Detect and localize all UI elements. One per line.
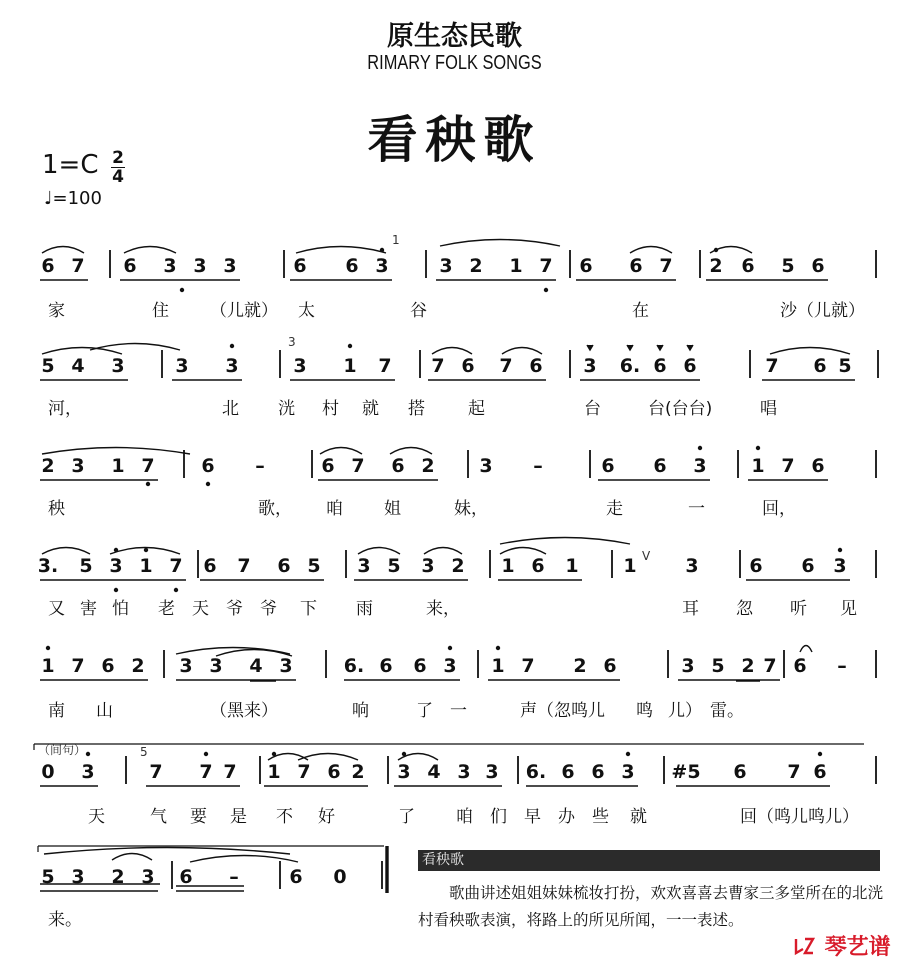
lyric: 住 bbox=[152, 301, 169, 321]
lyric: 台(台台) bbox=[648, 399, 713, 419]
note: 3 bbox=[293, 355, 307, 377]
note: 6 bbox=[603, 655, 617, 677]
slur bbox=[42, 348, 122, 355]
lyric: （黑来） bbox=[210, 701, 278, 721]
lyric: 咱 bbox=[456, 807, 473, 827]
note: 2 bbox=[469, 255, 483, 277]
lyric: 姐 bbox=[384, 499, 401, 519]
octave-dot bbox=[714, 248, 718, 252]
note: 0 bbox=[333, 866, 347, 888]
lyric: 好 bbox=[318, 807, 335, 827]
note: 3 bbox=[209, 655, 223, 677]
note: 7 bbox=[431, 355, 445, 377]
note: 7 bbox=[659, 255, 673, 277]
note: 2 bbox=[709, 255, 723, 277]
lyric: 儿） bbox=[668, 701, 702, 721]
note: 6 bbox=[321, 455, 335, 477]
lyric: 就 bbox=[362, 399, 379, 419]
note: 6 bbox=[345, 255, 359, 277]
note: 6 bbox=[203, 555, 217, 577]
note: 1 bbox=[501, 555, 515, 577]
octave-dot bbox=[272, 752, 276, 756]
lyric: 见 bbox=[840, 599, 857, 619]
note: 5 bbox=[781, 255, 795, 277]
time-signature-bottom: 4 bbox=[112, 167, 124, 187]
note: 2 bbox=[131, 655, 145, 677]
octave-dot bbox=[448, 646, 452, 650]
slur bbox=[630, 247, 672, 254]
note: 6 bbox=[579, 255, 593, 277]
note: 4 bbox=[249, 655, 263, 677]
note: 3 bbox=[457, 761, 471, 783]
note: 3 bbox=[685, 555, 699, 577]
slur bbox=[320, 448, 362, 455]
note: 5 bbox=[79, 555, 93, 577]
lyric: 来。 bbox=[48, 910, 82, 930]
lyric: 气 bbox=[150, 807, 167, 827]
grace-note: 1 bbox=[392, 233, 400, 247]
octave-dot bbox=[818, 752, 822, 756]
note: 7 bbox=[297, 761, 311, 783]
note: – bbox=[255, 455, 265, 477]
octave-dot bbox=[86, 752, 90, 756]
note: 3 bbox=[279, 655, 293, 677]
note: 7 bbox=[141, 455, 155, 477]
slur bbox=[500, 548, 546, 555]
note: 7 bbox=[169, 555, 183, 577]
note: 3. bbox=[37, 555, 59, 577]
note: 6. bbox=[343, 655, 365, 677]
lyric: 太 bbox=[298, 301, 315, 321]
breath-mark: V bbox=[642, 549, 651, 563]
note: – bbox=[533, 455, 543, 477]
note: 3 bbox=[223, 255, 237, 277]
slur bbox=[432, 348, 472, 355]
lyric: 忽 bbox=[736, 599, 753, 619]
note: 6. bbox=[525, 761, 547, 783]
lyric: 北 bbox=[222, 399, 239, 419]
note: 2 bbox=[451, 555, 465, 577]
lyric: 们 bbox=[490, 807, 507, 827]
octave-dot bbox=[380, 248, 384, 252]
lyric: 南 bbox=[48, 701, 65, 721]
lyric: 天 bbox=[192, 599, 209, 619]
note: 6 bbox=[327, 761, 341, 783]
note: 2 bbox=[111, 866, 125, 888]
lyric: 山 bbox=[96, 701, 113, 721]
note: 6 bbox=[793, 655, 807, 677]
note: 1 bbox=[267, 761, 281, 783]
note: 7 bbox=[539, 255, 553, 277]
note: 2 bbox=[41, 455, 55, 477]
octave-dot bbox=[114, 548, 118, 552]
octave-dot bbox=[46, 646, 50, 650]
note: 2 bbox=[351, 761, 365, 783]
octave-dot bbox=[146, 482, 150, 486]
lyric: 回， bbox=[762, 499, 796, 519]
note: 7 bbox=[71, 255, 85, 277]
octave-dot bbox=[402, 752, 406, 756]
lyric: 听 bbox=[790, 599, 807, 619]
note: 7 bbox=[499, 355, 513, 377]
octave-dot bbox=[348, 344, 352, 348]
note: 6 bbox=[813, 355, 827, 377]
accent-mark bbox=[687, 345, 693, 350]
note: 6. bbox=[619, 355, 641, 377]
note: 2 bbox=[573, 655, 587, 677]
note: 3 bbox=[485, 761, 499, 783]
slur bbox=[190, 856, 298, 863]
note: 6 bbox=[561, 761, 575, 783]
note: 3 bbox=[681, 655, 695, 677]
slur bbox=[112, 854, 152, 861]
lyric: 害 bbox=[80, 599, 97, 619]
lyric: 一 bbox=[450, 701, 467, 721]
lyric: 搭 bbox=[408, 399, 425, 419]
slur bbox=[800, 646, 812, 653]
lyric: 不 bbox=[276, 807, 293, 827]
notes-layer bbox=[38, 255, 852, 888]
lyric: 秧 bbox=[48, 499, 65, 519]
note: 3 bbox=[479, 455, 493, 477]
octave-dot bbox=[174, 588, 178, 592]
lyric: 谷 bbox=[410, 301, 427, 321]
note: 1 bbox=[751, 455, 765, 477]
lyric: 起 bbox=[468, 399, 485, 419]
lyric: 些 bbox=[592, 807, 609, 827]
note: 6 bbox=[741, 255, 755, 277]
note: 6 bbox=[601, 455, 615, 477]
lyric: 歌， bbox=[258, 499, 292, 519]
note: 6 bbox=[41, 255, 55, 277]
note: – bbox=[837, 655, 847, 677]
note: 6 bbox=[391, 455, 405, 477]
note: 5 bbox=[307, 555, 321, 577]
note: 2 bbox=[421, 455, 435, 477]
note: 6 bbox=[101, 655, 115, 677]
lyric: 爷 bbox=[260, 599, 277, 619]
note: 7 bbox=[521, 655, 535, 677]
lyric: 就 bbox=[630, 807, 647, 827]
lyric: 沙（儿就） bbox=[780, 301, 865, 321]
note: 5 bbox=[387, 555, 401, 577]
site-logo bbox=[793, 930, 891, 961]
octave-dot bbox=[756, 446, 760, 450]
slur bbox=[424, 548, 462, 555]
note: 1 bbox=[565, 555, 579, 577]
lyric: 下 bbox=[300, 599, 317, 619]
note: 6 bbox=[811, 255, 825, 277]
note: 7 bbox=[765, 355, 779, 377]
lyric: 爷 bbox=[226, 599, 243, 619]
note: 3 bbox=[439, 255, 453, 277]
note: 6 bbox=[201, 455, 215, 477]
lyric: 村 bbox=[322, 399, 339, 419]
note: 6 bbox=[591, 761, 605, 783]
collection-title-en: RIMARY FOLK SONGS bbox=[367, 52, 542, 74]
octave-dot bbox=[544, 288, 548, 292]
lyric: （儿就） bbox=[210, 301, 278, 321]
lyric: 在 bbox=[632, 301, 649, 321]
note: 1 bbox=[623, 555, 637, 577]
slur bbox=[358, 548, 400, 555]
note: 1 bbox=[491, 655, 505, 677]
note: 5 bbox=[41, 355, 55, 377]
note: 6 bbox=[179, 866, 193, 888]
slur bbox=[500, 538, 630, 545]
lyric: 响 bbox=[352, 701, 369, 721]
note: 6 bbox=[289, 866, 303, 888]
note: 7 bbox=[781, 455, 795, 477]
tempo-mark: ♩=100 bbox=[44, 188, 102, 209]
note: 3 bbox=[81, 761, 95, 783]
note: 3 bbox=[175, 355, 189, 377]
note: 3 bbox=[141, 866, 155, 888]
slur bbox=[440, 240, 560, 247]
interlude-tag: （间句） bbox=[38, 743, 87, 757]
note: 7 bbox=[223, 761, 237, 783]
slur bbox=[502, 348, 542, 355]
lyric: 家 bbox=[48, 301, 65, 321]
lyric: 声（忽鸣儿 bbox=[520, 701, 605, 721]
note: 4 bbox=[427, 761, 441, 783]
note: 5 bbox=[711, 655, 725, 677]
slur bbox=[124, 247, 176, 254]
lyric: 耳 bbox=[682, 599, 699, 619]
grace-note: 3 bbox=[288, 335, 296, 349]
octave-dot bbox=[114, 588, 118, 592]
note: #5 bbox=[671, 761, 701, 783]
note: 6 bbox=[683, 355, 697, 377]
description-text: 歌曲讲述姐姐妹妹梳妆打扮，欢欢喜喜去曹家三多堂所在的北洸村看秧歌表演，将路上的所见所闻，一一表述。 bbox=[418, 884, 884, 929]
slur bbox=[42, 448, 190, 455]
note: 7 bbox=[378, 355, 392, 377]
note: 3 bbox=[621, 761, 635, 783]
note: 0 bbox=[41, 761, 55, 783]
slur bbox=[770, 348, 850, 355]
note: 3 bbox=[583, 355, 597, 377]
note: 6 bbox=[811, 455, 825, 477]
note: 3 bbox=[111, 355, 125, 377]
slur bbox=[44, 848, 290, 855]
lyric: 老 bbox=[158, 599, 175, 619]
note: 7 bbox=[351, 455, 365, 477]
octave-dot bbox=[496, 646, 500, 650]
note: 3 bbox=[397, 761, 411, 783]
logo-icon bbox=[793, 935, 815, 957]
note: 6 bbox=[629, 255, 643, 277]
note: 3 bbox=[71, 455, 85, 477]
grace-note: 5 bbox=[140, 745, 148, 759]
slur bbox=[42, 247, 84, 254]
logo-text: 琴艺谱 bbox=[824, 935, 891, 960]
lyrics-layer bbox=[48, 301, 865, 930]
lyric: 雷。 bbox=[710, 701, 744, 721]
note: 6 bbox=[653, 355, 667, 377]
octave-dot bbox=[230, 344, 234, 348]
note: 6 bbox=[653, 455, 667, 477]
note: 3 bbox=[193, 255, 207, 277]
note: 6 bbox=[813, 761, 827, 783]
lyric: 办 bbox=[558, 807, 575, 827]
lyric: 怕 bbox=[112, 599, 129, 619]
octave-dot bbox=[204, 752, 208, 756]
song-title: 看秧歌 bbox=[367, 111, 542, 169]
key-signature: 1=C bbox=[42, 150, 99, 180]
note: 6 bbox=[293, 255, 307, 277]
lyric: 咱 bbox=[326, 499, 343, 519]
octave-dot bbox=[180, 288, 184, 292]
note: 3 bbox=[357, 555, 371, 577]
octave-dot bbox=[698, 446, 702, 450]
lyric: 了 bbox=[416, 701, 433, 721]
note: 1 bbox=[343, 355, 357, 377]
note: 6 bbox=[123, 255, 137, 277]
lyric: 了 bbox=[398, 807, 415, 827]
time-signature-top: 2 bbox=[112, 148, 124, 168]
note: 6 bbox=[413, 655, 427, 677]
lyric: 洸 bbox=[278, 399, 295, 419]
note: 6 bbox=[531, 555, 545, 577]
slur bbox=[42, 548, 90, 555]
note: 6 bbox=[529, 355, 543, 377]
note: 3 bbox=[163, 255, 177, 277]
slur bbox=[390, 448, 432, 455]
note: 1 bbox=[111, 455, 125, 477]
lyric: 妹， bbox=[454, 499, 488, 519]
note: 3 bbox=[179, 655, 193, 677]
note: 3 bbox=[693, 455, 707, 477]
note: 3 bbox=[833, 555, 847, 577]
note: 3 bbox=[443, 655, 457, 677]
note: 7 bbox=[787, 761, 801, 783]
octave-dot bbox=[838, 548, 842, 552]
slur bbox=[296, 247, 386, 254]
note: 1 bbox=[139, 555, 153, 577]
lyric: 又 bbox=[48, 599, 65, 619]
note: – bbox=[229, 866, 239, 888]
lyric: 河， bbox=[48, 399, 82, 419]
note: 6 bbox=[277, 555, 291, 577]
note: 7 bbox=[237, 555, 251, 577]
note: 6 bbox=[749, 555, 763, 577]
lyric: 台 bbox=[584, 399, 601, 419]
note: 7 bbox=[763, 655, 777, 677]
lyric: 天 bbox=[88, 807, 105, 827]
note: 7 bbox=[149, 761, 163, 783]
note: 5 bbox=[41, 866, 55, 888]
note: 6 bbox=[461, 355, 475, 377]
note: 3 bbox=[225, 355, 239, 377]
note: 3 bbox=[375, 255, 389, 277]
note: 2 bbox=[741, 655, 755, 677]
accent-mark bbox=[657, 345, 663, 350]
collection-title-cn: 原生态民歌 bbox=[387, 21, 522, 52]
note: 7 bbox=[199, 761, 213, 783]
lyric: 是 bbox=[230, 807, 247, 827]
lyric: 走 bbox=[606, 499, 623, 519]
note: 1 bbox=[509, 255, 523, 277]
lyric: 回（鸣儿鸣儿） bbox=[740, 807, 859, 827]
note: 3 bbox=[109, 555, 123, 577]
note: 6 bbox=[379, 655, 393, 677]
lyric: 雨 bbox=[356, 599, 373, 619]
octave-dot bbox=[206, 482, 210, 486]
lyric: 唱 bbox=[760, 399, 777, 419]
octave-dot bbox=[626, 752, 630, 756]
note: 5 bbox=[838, 355, 852, 377]
octave-dot bbox=[144, 548, 148, 552]
lyric: 要 bbox=[190, 807, 207, 827]
note: 3 bbox=[71, 866, 85, 888]
note: 3 bbox=[421, 555, 435, 577]
note: 6 bbox=[801, 555, 815, 577]
note: 6 bbox=[733, 761, 747, 783]
accent-mark bbox=[587, 345, 593, 350]
note: 1 bbox=[41, 655, 55, 677]
lyric: 来， bbox=[426, 599, 460, 619]
note: 4 bbox=[71, 355, 85, 377]
lyric: 早 bbox=[524, 807, 541, 827]
note: 7 bbox=[71, 655, 85, 677]
lyric: 鸣 bbox=[636, 701, 653, 721]
accent-mark bbox=[627, 345, 633, 350]
lyric: 一 bbox=[688, 499, 705, 519]
description-title: 看秧歌 bbox=[418, 850, 880, 871]
